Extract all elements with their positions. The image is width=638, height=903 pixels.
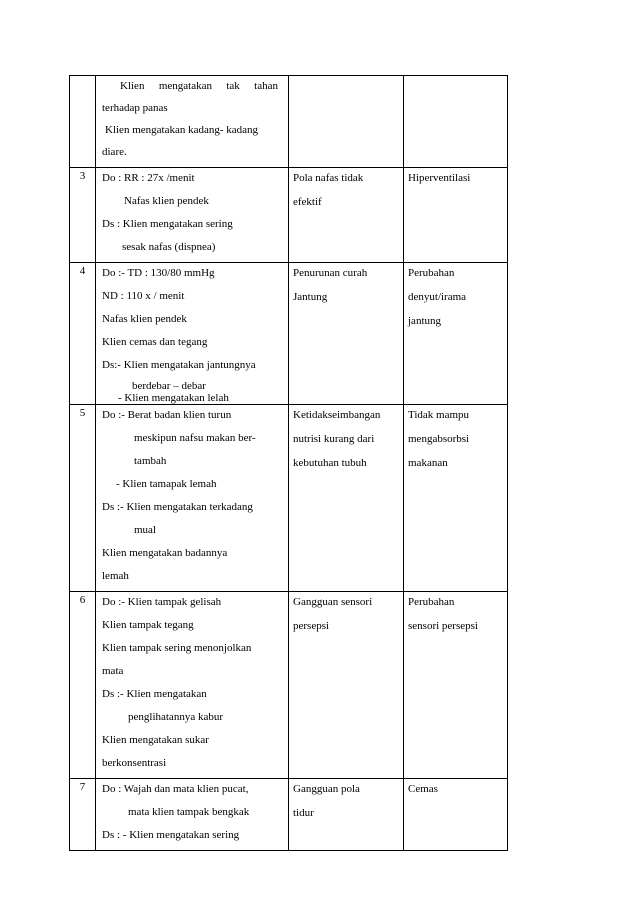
problem-line: denyut/irama [408,291,467,303]
etiologi-line: tidur [293,807,314,819]
data-line: ND : 110 x / menit [102,290,185,302]
table-row [70,779,508,851]
data-line: Klien mengatakan badannya [102,547,228,559]
problem-line: Perubahan [408,596,455,608]
etiologi-cell [289,168,404,263]
etiologi-line: kebutuhan tubuh [293,457,367,469]
problem-line: Hiperventilasi [408,172,471,184]
data-line: meskipun nafsu makan ber- [134,432,256,444]
problem-line: Perubahan [408,267,455,279]
data-line: Do :- Klien tampak gelisah [102,596,222,608]
data-cell [96,779,289,851]
etiologi-line: efektif [293,196,322,208]
data-line: Do : Wajah dan mata klien pucat, [102,783,249,795]
data-cell [96,168,289,263]
data-line: mata [102,665,124,677]
data-line: mual [134,524,156,536]
problem-cell [404,168,508,263]
problem-line: mengabsorbsi [408,433,470,445]
data-line: - Klien tamapak lemah [116,478,217,490]
row-number: 3 [79,170,86,182]
table-row [70,263,508,405]
table-body [70,76,508,851]
problem-cell [404,592,508,779]
data-line: Nafas klien pendek [124,195,209,207]
data-line: Klien cemas dan tegang [102,336,208,348]
data-line: Nafas klien pendek [102,313,187,325]
row-number-cell [70,592,96,779]
etiologi-cell [289,779,404,851]
data-line: diare. [102,146,127,158]
etiologi-line: Gangguan pola [293,783,360,795]
row-number-cell [70,263,96,405]
problem-line: jantung [408,315,441,327]
data-cell [96,263,289,405]
etiologi-cell [289,263,404,405]
data-word: tak [226,80,240,92]
table-row [70,168,508,263]
data-line: Ds:- Klien mengatakan jantungnya [102,359,256,371]
data-line: Ds :- Klien mengatakan [102,688,207,700]
etiologi-line: Ketidakseimbangan [293,409,381,421]
data-line: Do :- TD : 130/80 mmHg [102,267,215,279]
etiologi-cell [289,76,404,168]
data-cell [96,592,289,779]
data-line: lemah [102,570,129,582]
data-line: sesak nafas (dispnea) [122,241,216,253]
problem-cell [404,76,508,168]
problem-cell [404,405,508,592]
data-line: tambah [134,455,167,467]
etiologi-cell [289,405,404,592]
problem-line: Cemas [408,783,438,795]
data-line: Do :- Berat badan klien turun [102,409,232,421]
data-line: terhadap panas [102,102,168,114]
data-word: mengatakan [158,80,212,92]
data-line [102,78,278,100]
data-word: tahan [254,80,278,92]
data-line: berkonsentrasi [102,757,167,769]
row-number-cell [70,76,96,168]
etiologi-line: persepsi [293,620,330,632]
data-line: Ds :- Klien mengatakan terkadang [102,501,253,513]
row-number: 6 [79,594,86,606]
data-line: Ds : Klien mengatakan sering [102,218,233,230]
table-row [70,405,508,592]
etiologi-line: Gangguan sensori [293,596,373,608]
etiologi-line: Jantung [293,291,328,303]
row-number: 7 [79,781,86,793]
table-row [70,76,508,168]
row-number: 5 [79,407,86,419]
problem-line: Tidak mampu [408,409,470,421]
data-line: penglihatannya kabur [128,711,223,723]
data-line: Ds : - Klien mengatakan sering [102,829,240,841]
etiologi-line: Pola nafas tidak [293,172,364,184]
nursing-assessment-table [69,75,508,851]
data-line: Klien tampak sering menonjolkan [102,642,252,654]
data-line: Klien tampak tegang [102,619,194,631]
etiologi-line: Penurunan curah [293,267,368,279]
data-line: berdebar – debar [132,380,206,392]
row-number-cell [70,168,96,263]
data-line: - Klien mengatakan lelah [118,392,229,404]
data-line: Do : RR : 27x /menit [102,172,195,184]
data-cell [96,76,289,168]
data-line: Klien mengatakan sukar [102,734,209,746]
problem-line: sensori persepsi [408,620,478,632]
assessment-table-wrapper [69,75,508,851]
row-number-cell [70,779,96,851]
etiologi-line: nutrisi kurang dari [293,433,375,445]
row-number-cell [70,405,96,592]
data-cell [96,405,289,592]
data-line: mata klien tampak bengkak [128,806,250,818]
etiologi-cell [289,592,404,779]
data-line: Klien mengatakan kadang- kadang [105,124,259,136]
problem-cell [404,779,508,851]
data-word: Klien [120,80,145,92]
problem-line: makanan [408,457,448,469]
table-row [70,592,508,779]
row-number: 4 [79,265,86,277]
problem-cell [404,263,508,405]
